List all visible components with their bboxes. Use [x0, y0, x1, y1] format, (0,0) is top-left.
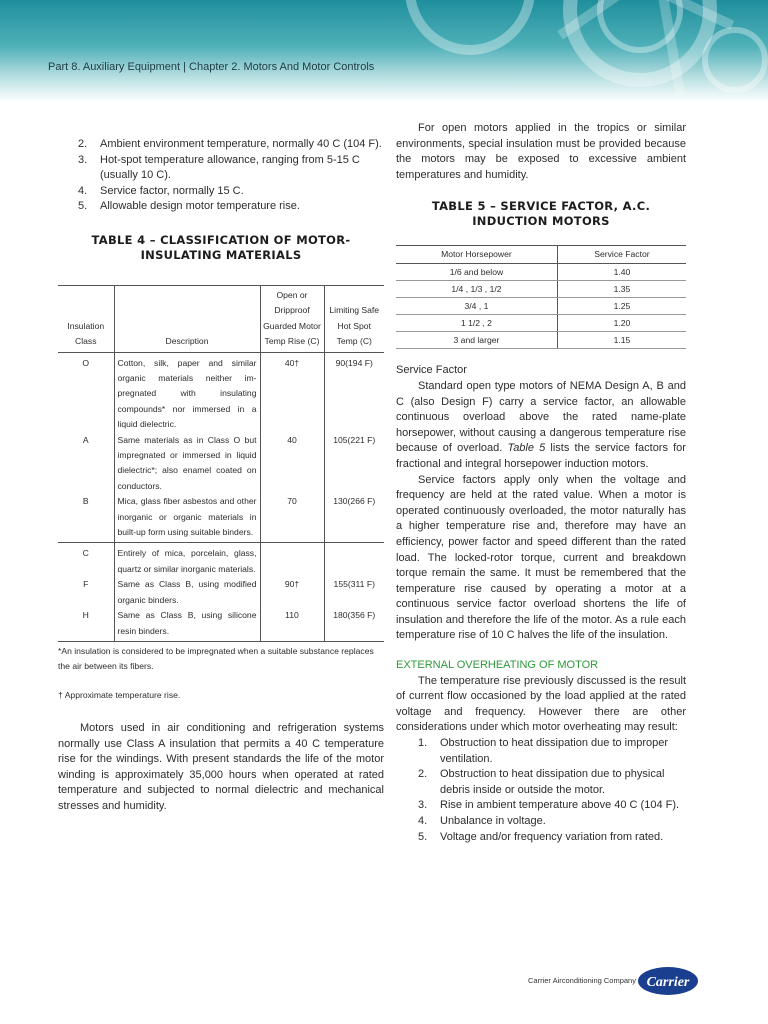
th-desc: Description	[114, 285, 260, 352]
table4	[58, 285, 384, 642]
carrier-logo-text: Carrier	[646, 975, 690, 990]
table5-title: TABLE 5 – SERVICE FACTOR, A.C. INDUCTION MOTORS	[431, 199, 651, 229]
list-item: 3. Hot-spot temperature allowance, ranging from 5-15 C (usually 10 C).	[78, 153, 360, 182]
right-column	[396, 121, 686, 845]
th-hot: Limiting Safe Hot Spot Temp (C)	[324, 285, 384, 352]
table5-reference: Table 5	[507, 442, 546, 455]
list-item: 4. Unbalance in voltage.	[418, 815, 546, 827]
table-row: F Same as Class B, using modified organic binders. 90† 155(311 F)	[58, 577, 384, 608]
table-row: H Same as Class B, using silicone resin binders. 110 180(356 F)	[58, 608, 384, 641]
th-class: Insulation Class	[58, 285, 114, 352]
table-row: 1/6 and below 1.40	[396, 264, 686, 281]
table-row: A Same materials as in Class O but impregnated or immersed in liquid dielectric*; also enamel coated on conductors. 40 105(221 F)	[58, 433, 384, 495]
service-factor-paragraph-1: Standard open type motors of NEMA Design A, B and C (also Design F) carry a service factor, an allowable continuous overload above the rated name-plate horsepower, without causing a dangerous temperature rise because of overload. Table 5 lists the service factors for fractional and integral horsepower induction motors.	[396, 379, 686, 470]
list-item: 5. Allowable design motor temperature rise.	[78, 200, 300, 213]
th-rise: Open or Dripproof Guarded Motor Temp Rise (C)	[260, 285, 324, 352]
overheating-causes-list	[396, 736, 686, 845]
th-horsepower: Motor Horsepower	[396, 246, 557, 264]
service-factor-heading: Service Factor	[396, 364, 467, 377]
tropics-paragraph: For open motors applied in the tropics or similar environments, special insulation must be provided because the motors may be exposed to excessive ambient temperatures and humidity.	[396, 122, 686, 181]
table4-note-approx: † Approximate temperature rise.	[58, 689, 181, 700]
external-overheating-paragraph: The temperature rise previously discussed is the result of current flow occasioned by the load applied at the rated voltage and frequency. However there are other considerations under which motor overheating may result:	[396, 674, 686, 734]
list-item: 2. Obstruction to heat dissipation due to physical debris inside or outside the motor.	[418, 768, 665, 796]
header-banner	[0, 0, 768, 102]
insulation-paragraph: Motors used in air conditioning and refrigeration systems normally use Class A insulation that permits a 40 C temperature rise for the windings. With present standards the life of the motor winding is approximately 35,000 hours when operated at rated temperature and subjected to normal dielectric and mechanical stresses and humidity.	[58, 721, 384, 812]
table-row: 1 1/2 , 2 1.20	[396, 315, 686, 332]
th-service-factor: Service Factor	[557, 246, 686, 264]
table4-title: TABLE 4 – CLASSIFICATION OF MOTOR-INSULATING MATERIALS	[91, 232, 351, 262]
list-item: 3. Rise in ambient temperature above 40 C (104 F).	[418, 799, 680, 812]
table-row: B Mica, glass fiber asbestos and other inorganic or organic materials in built-up form using suitable binders. 70 130(266 F)	[58, 494, 384, 543]
table-row: O Cotton, silk, paper and similar organic materials neither im-pregnated with insulating compounds* nor immersed in a liquid dielectric. 40† 90(194 F)	[58, 352, 384, 433]
left-column	[58, 137, 384, 814]
list-item: 4. Service factor, normally 15 C.	[78, 184, 244, 197]
footer-company-name: Carrier Airconditioning Company	[528, 976, 636, 985]
table-row: 3/4 , 1 1.25	[396, 298, 686, 315]
list-item: 5. Voltage and/or frequency variation from rated.	[418, 830, 664, 843]
service-factor-paragraph-2: Service factors apply only when the voltage and frequency are held at the rated value. When a motor is operated continuously overloaded, the motor naturally has a higher temperature rise and, therefore may have an efficiency, power factor and speed different than the rated load. The locked-rotor torque, current and breakdown torque remain the same. It must be remembered that the temperature rise caused by operating a motor at a continuous service factor overload shortens the life of insulation and therefore the life of the motor. As a rule each temperature rise of 10 C halves the life of the insulation.	[396, 473, 686, 642]
table5	[396, 245, 686, 349]
table-row: C Entirely of mica, porcelain, glass, quartz or similar inorganic materials.	[58, 543, 384, 577]
running-head: Part 8. Auxiliary Equipment | Chapter 2. Motors And Motor Controls	[48, 61, 375, 73]
carrier-logo	[637, 966, 699, 996]
table-row: 1/4 , 1/3 , 1/2 1.35	[396, 281, 686, 298]
gear-graphic	[0, 0, 768, 102]
table4-note-impregnated: *An insulation is considered to be impregnated when a suitable substance replaces the air between its fibers.	[58, 645, 374, 671]
list-item: 1. Obstruction to heat dissipation due to improper ventilation.	[418, 737, 669, 765]
requirements-list	[58, 137, 384, 215]
external-overheating-heading: EXTERNAL OVERHEATING OF MOTOR	[396, 659, 599, 672]
table-row: 3 and larger 1.15	[396, 332, 686, 349]
list-item: 2. Ambient environment temperature, normally 40 C (104 F).	[78, 138, 382, 150]
